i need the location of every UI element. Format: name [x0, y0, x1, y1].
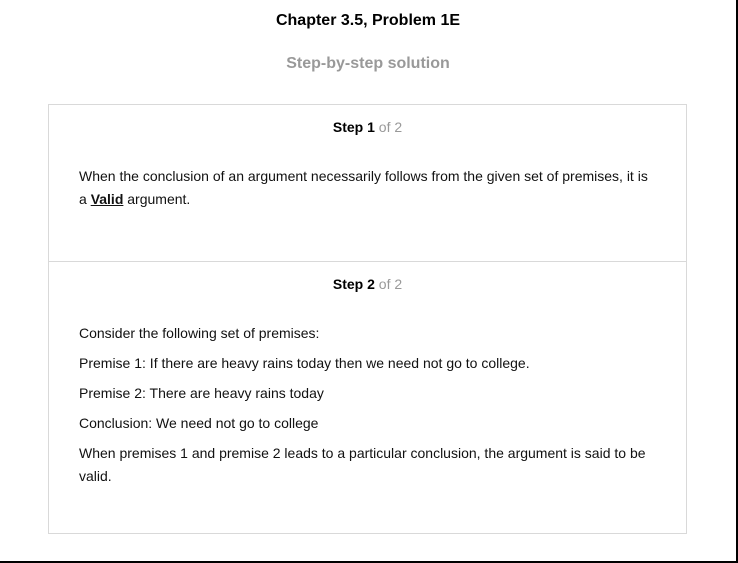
- step-total: of 2: [378, 119, 403, 135]
- premise-2: Premise 2: There are heavy rains today: [79, 385, 324, 401]
- step-label: Step: [332, 276, 364, 292]
- step-1-body: [79, 165, 659, 211]
- page-title: Chapter 3.5, Problem 1E: [275, 12, 461, 29]
- step-number: 2: [367, 276, 375, 292]
- page-subtitle: Step-by-step solution: [286, 55, 450, 72]
- validity-explanation: When premises 1 and premise 2 leads to a particular conclusion, the argument is said to be valid.: [79, 445, 646, 484]
- step-2-body: [79, 322, 659, 495]
- step-label: Step: [332, 119, 364, 135]
- valid-emphasis: Valid: [90, 191, 124, 207]
- step-total: of 2: [378, 276, 403, 292]
- step-1-header: [49, 119, 686, 135]
- premise-1: Premise 1: If there are heavy rains today then we need not go to college.: [79, 355, 530, 371]
- step-2-section: [49, 262, 686, 534]
- conclusion: Conclusion: We need not go to college: [79, 415, 319, 431]
- step-2-header: [49, 276, 686, 292]
- step-1-text-after: argument.: [123, 191, 191, 207]
- step-1-section: [49, 105, 686, 262]
- step-number: 1: [367, 119, 375, 135]
- step-1-text-before: When the conclusion of an argument necessarily follows from the given set of premises, it is a: [79, 168, 648, 207]
- step-1-paragraph: [79, 165, 659, 211]
- solution-container: [48, 104, 687, 534]
- premises-intro: Consider the following set of premises:: [79, 325, 320, 341]
